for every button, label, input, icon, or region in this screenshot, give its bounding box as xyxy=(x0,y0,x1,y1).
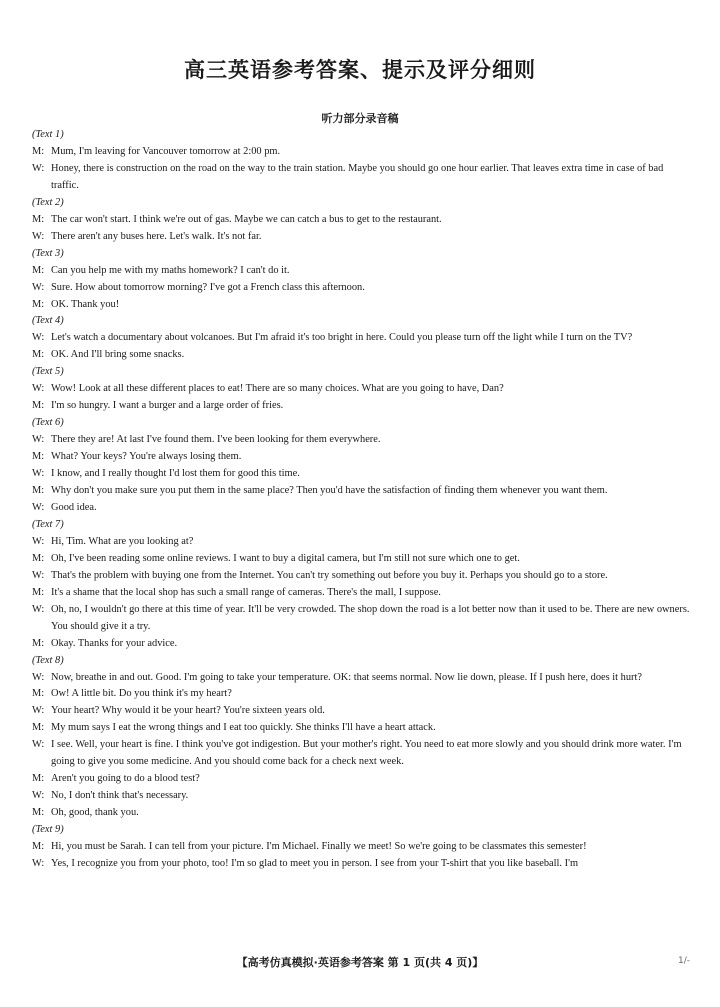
dialogue-text: There aren't any buses here. Let's walk. It's not far. xyxy=(51,230,262,242)
speaker-label: M: xyxy=(32,841,45,853)
dialogue-text: Now, breathe in and out. Good. I'm going to take your temperature. OK: that seems normal. Now lie down, please. If I push here, does it hurt? xyxy=(51,671,643,683)
corner-mark: 1/- xyxy=(677,956,690,966)
speaker-label: M: xyxy=(32,264,45,276)
speaker-label: M: xyxy=(32,807,45,819)
dialogue-line xyxy=(32,381,692,398)
speaker-label: M: xyxy=(32,145,45,157)
speaker-label: W: xyxy=(32,569,45,581)
section-subtitle: 听力部分录音稿 xyxy=(321,112,399,125)
dialogue-text: Let's watch a documentary about volcanoes. But I'm afraid it's too bright in here. Could you please turn off the light while I turn on the TV? xyxy=(51,332,633,344)
dialogue-line xyxy=(32,737,692,771)
dialogue-text: I know, and I really thought I'd lost them for good this time. xyxy=(51,468,300,480)
speaker-label: M: xyxy=(32,637,45,649)
dialogue-line xyxy=(32,856,692,873)
dialogue-line xyxy=(32,449,692,466)
dialogue-line xyxy=(32,297,692,314)
page-footer: 【高考仿真模拟·英语参考答案 第 1 页(共 4 页)】 xyxy=(236,956,484,969)
dialogue-text: Hi, you must be Sarah. I can tell from your picture. I'm Michael. Finally we meet! So we're going to be classmates this semester! xyxy=(51,841,587,853)
dialogue-line xyxy=(32,771,692,788)
dialogue-line xyxy=(32,602,692,636)
dialogue-line xyxy=(32,483,692,500)
speaker-label: M: xyxy=(32,298,45,310)
dialogue-text: Sure. How about tomorrow morning? I've got a French class this afternoon. xyxy=(51,281,365,293)
dialogue-text: Aren't you going to do a blood test? xyxy=(51,773,200,785)
text-heading: (Text 1) xyxy=(32,129,64,140)
dialogue-line xyxy=(32,466,692,483)
dialogue-text: That's the problem with buying one from the Internet. You can't try something out before you buy it. Perhaps you should go to a store. xyxy=(51,569,608,581)
speaker-label: W: xyxy=(32,790,45,802)
dialogue-text: Hi, Tim. What are you looking at? xyxy=(51,535,194,547)
dialogue-text: OK. Thank you! xyxy=(51,298,120,310)
dialogue-text: Oh, good, thank you. xyxy=(51,807,139,819)
dialogue-text: Oh, I've been reading some online reviews. I want to buy a digital camera, but I'm still not sure which one to get. xyxy=(51,552,520,564)
dialogue-line xyxy=(32,212,692,229)
dialogue-line xyxy=(32,720,692,737)
dialogue-text: Good idea. xyxy=(51,501,97,513)
dialogue-text: Oh, no, I wouldn't go there at this time of year. It'll be very crowded. The shop down the road is a lot better now than it used to be. There are new owners. You should give it a try. xyxy=(51,603,690,632)
text-heading: (Text 9) xyxy=(32,824,64,836)
speaker-label: W: xyxy=(32,857,45,869)
speaker-label: M: xyxy=(32,586,45,598)
text-heading: (Text 2) xyxy=(32,196,64,208)
text-heading: (Text 7) xyxy=(32,518,64,530)
dialogue-line xyxy=(32,636,692,653)
dialogue-text: No, I don't think that's necessary. xyxy=(51,790,189,802)
dialogue-line xyxy=(32,347,692,364)
text-heading: (Text 3) xyxy=(32,247,64,259)
dialogue-text: My mum says I eat the wrong things and I eat too quickly. She thinks I'll have a heart attack. xyxy=(51,722,436,734)
speaker-label: W: xyxy=(32,705,45,717)
dialogue-text: Your heart? Why would it be your heart? You're sixteen years old. xyxy=(51,705,325,717)
speaker-label: M: xyxy=(32,552,45,564)
dialogue-text: I see. Well, your heart is fine. I think you've got indigestion. But your mother's right. You need to eat more slowly and you should drink more water. I'm going to give you some medicine. And you should come back for a check next week. xyxy=(51,739,682,768)
dialogue-line xyxy=(32,432,692,449)
page-title: 高三英语参考答案、提示及评分细则 xyxy=(184,57,536,82)
speaker-label: W: xyxy=(32,281,45,293)
dialogue-line xyxy=(32,568,692,585)
speaker-label: W: xyxy=(32,230,45,242)
dialogue-line xyxy=(32,263,692,280)
dialogue-line xyxy=(32,330,692,347)
dialogue-line xyxy=(32,551,692,568)
dialogue-line xyxy=(32,144,692,161)
dialogue-line xyxy=(32,585,692,602)
dialogue-line xyxy=(32,398,692,415)
dialogue-text: OK. And I'll bring some snacks. xyxy=(51,349,185,361)
dialogue-text: Ow! A little bit. Do you think it's my heart? xyxy=(51,688,232,700)
speaker-label: M: xyxy=(32,688,45,700)
speaker-label: M: xyxy=(32,773,45,785)
dialogue-line xyxy=(32,686,692,703)
speaker-label: W: xyxy=(32,468,45,480)
text-heading: (Text 8) xyxy=(32,654,64,666)
text-heading: (Text 5) xyxy=(32,366,64,378)
dialogue-line xyxy=(32,788,692,805)
dialogue-text: Why don't you make sure you put them in the same place? Then you'd have the satisfaction of finding them whenever you want them. xyxy=(51,485,608,497)
speaker-label: M: xyxy=(32,722,45,734)
speaker-label: M: xyxy=(32,451,45,463)
speaker-label: M: xyxy=(32,213,45,225)
dialogue-line xyxy=(32,229,692,246)
dialogue-line xyxy=(32,703,692,720)
dialogue-text: Honey, there is construction on the road on the way to the train station. Maybe you should go one hour earlier. That leaves extra time in case of bad traffic. xyxy=(51,162,664,191)
speaker-label: W: xyxy=(32,383,45,395)
transcript xyxy=(32,127,692,873)
dialogue-line xyxy=(32,805,692,822)
dialogue-line xyxy=(32,161,692,195)
dialogue-line xyxy=(32,500,692,517)
speaker-label: W: xyxy=(32,603,45,615)
dialogue-line xyxy=(32,839,692,856)
speaker-label: W: xyxy=(32,739,45,751)
dialogue-text: What? Your keys? You're always losing them. xyxy=(51,451,242,463)
speaker-label: W: xyxy=(32,162,45,174)
dialogue-text: There they are! At last I've found them. I've been looking for them everywhere. xyxy=(51,434,381,446)
text-heading: (Text 4) xyxy=(32,315,64,327)
speaker-label: M: xyxy=(32,485,45,497)
speaker-label: W: xyxy=(32,535,45,547)
dialogue-text: Yes, I recognize you from your photo, too! I'm so glad to meet you in person. I see from your T-shirt that you like baseball. I'm xyxy=(51,857,579,869)
dialogue-line xyxy=(32,534,692,551)
dialogue-line xyxy=(32,670,692,687)
dialogue-text: The car won't start. I think we're out of gas. Maybe we can catch a bus to get to the restaurant. xyxy=(51,213,442,225)
dialogue-text: Wow! Look at all these different places to eat! There are so many choices. What are you going to have, Dan? xyxy=(51,383,504,395)
speaker-label: W: xyxy=(32,671,45,683)
dialogue-text: I'm so hungry. I want a burger and a large order of fries. xyxy=(51,400,284,412)
dialogue-line xyxy=(32,280,692,297)
speaker-label: M: xyxy=(32,400,45,412)
speaker-label: W: xyxy=(32,434,45,446)
dialogue-text: Okay. Thanks for your advice. xyxy=(51,637,178,649)
dialogue-text: It's a shame that the local shop has such a small range of cameras. There's the mall, I suppose. xyxy=(51,586,441,598)
dialogue-text: Mum, I'm leaving for Vancouver tomorrow at 2:00 pm. xyxy=(51,145,281,157)
dialogue-text: Can you help me with my maths homework? I can't do it. xyxy=(51,264,290,276)
text-heading: (Text 6) xyxy=(32,417,64,429)
speaker-label: M: xyxy=(32,349,45,361)
speaker-label: W: xyxy=(32,501,45,513)
speaker-label: W: xyxy=(32,332,45,344)
